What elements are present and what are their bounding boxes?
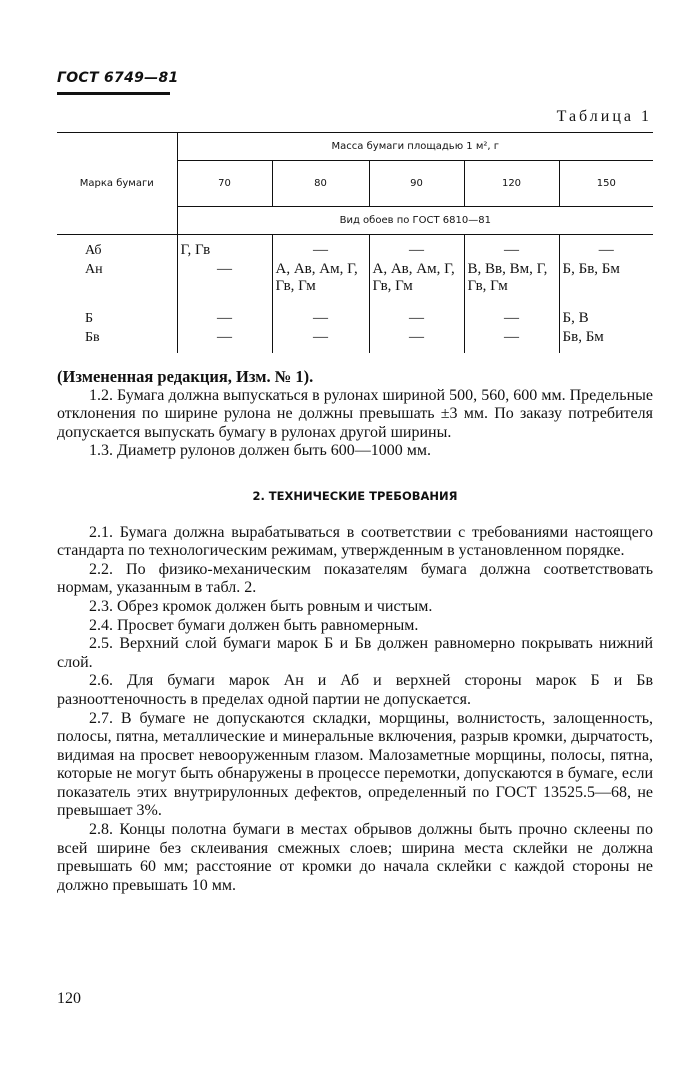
clause-2-6: 2.6. Для бумаги марок Ан и Аб и верхней стороны марок Б и Бв разнооттеночность в пределах одной партии не допускается. (57, 672, 653, 708)
mass-header: Масса бумаги площадью 1 м², г (177, 133, 653, 161)
table-cell: — (464, 329, 559, 353)
table-cell: — (559, 235, 653, 261)
table-cell: — (369, 235, 464, 261)
header-rule (57, 92, 170, 95)
table-cell: — (464, 235, 559, 261)
clause-2-7: 2.7. В бумаге не допускаются складки, морщины, волнистость, залощенность, полосы, пятна, металлические и минеральные включения, разрыв кромки, дырчатость, видимая на просвет невооруженным глазом. Малозаметные морщины, полосы, пятна, которые не могут быть обнаружены в процессе перемотки, допускаются в бумаге, если показатель этих внутрирулонных дефектов, определенный по ГОСТ 13525.5—68, не превышает 3%. (57, 709, 653, 820)
clause-1-2: 1.2. Бумага должна выпускаться в рулонах шириной 500, 560, 600 мм. Предельные отклонения по ширине рулона не должны превышать ±3 мм. По заказу потребителя допускается выпускать бумагу в рулонах другой ширины. (57, 386, 653, 441)
table-cell: А, Ав, Ам, Г, Гв, Гм (272, 261, 369, 305)
table-cell: Б, Бв, Бм (559, 261, 653, 305)
grade-cell: Бв (85, 329, 100, 345)
table-cell: А, Ав, Ам, Г, Гв, Гм (369, 261, 464, 305)
table-row (57, 329, 653, 353)
mass-col-150: 150 (559, 161, 653, 207)
grade-cell: Ан (85, 261, 103, 277)
table-cell: — (272, 305, 369, 329)
mass-col-90: 90 (369, 161, 464, 207)
mass-col-80: 80 (272, 161, 369, 207)
grade-cell: Б (85, 310, 94, 326)
table-cell: — (369, 305, 464, 329)
table-row (57, 235, 653, 261)
table-cell: — (369, 329, 464, 353)
revision-note: (Измененная редакция, Изм. № 1). (57, 367, 314, 386)
body-text (57, 368, 653, 895)
table-row (57, 261, 653, 305)
standard-code: ГОСТ 6749—81 (57, 70, 179, 86)
clause-2-4: 2.4. Просвет бумаги должен быть равномерным. (89, 616, 419, 634)
paper-grade-table (57, 132, 653, 353)
table-row (57, 305, 653, 329)
table-cell: Б, В (559, 305, 653, 329)
grade-header: Марка бумаги (57, 133, 177, 235)
table-cell: — (272, 235, 369, 261)
table-cell: Г, Гв (177, 235, 272, 261)
table-cell: В, Вв, Вм, Г, Гв, Гм (464, 261, 559, 305)
clause-2-5: 2.5. Верхний слой бумаги марок Б и Бв должен равномерно покрывать нижний слой. (57, 635, 653, 671)
clause-2-1: 2.1. Бумага должна вырабатываться в соответствии с требованиями настоящего стандарта по технологическим режимам, утвержденным в установленном порядке. (57, 523, 653, 560)
clause-2-3: 2.3. Обрез кромок должен быть ровным и чистым. (89, 597, 433, 615)
mass-col-70: 70 (177, 161, 272, 207)
table-cell: — (464, 305, 559, 329)
clause-2-2: 2.2. По физико-механическим показателям бумага должна соответствовать нормам, указанным в табл. 2. (57, 560, 653, 597)
clause-1-3: 1.3. Диаметр рулонов должен быть 600—1000 мм. (89, 442, 432, 460)
table-cell: — (177, 261, 272, 305)
table-cell: — (272, 329, 369, 353)
table-cell: — (177, 329, 272, 353)
table-cell: — (177, 305, 272, 329)
table-label: Таблица 1 (556, 108, 652, 125)
clause-2-8: 2.8. Концы полотна бумаги в местах обрывов должны быть прочно склеены по всей ширине без склеивания смежных слоев; ширина места склейки не должна превышать 60 мм; расстояние от кромки до начала склейки с каждой стороны не должно превышать 10 мм. (57, 821, 653, 894)
page-number: 120 (57, 990, 81, 1007)
section-title: 2. ТЕХНИЧЕСКИЕ ТРЕБОВАНИЯ (252, 488, 458, 503)
finish-header: Вид обоев по ГОСТ 6810—81 (177, 207, 653, 235)
table-cell: Бв, Бм (559, 329, 653, 353)
mass-col-120: 120 (464, 161, 559, 207)
grade-cell: Аб (85, 243, 102, 258)
